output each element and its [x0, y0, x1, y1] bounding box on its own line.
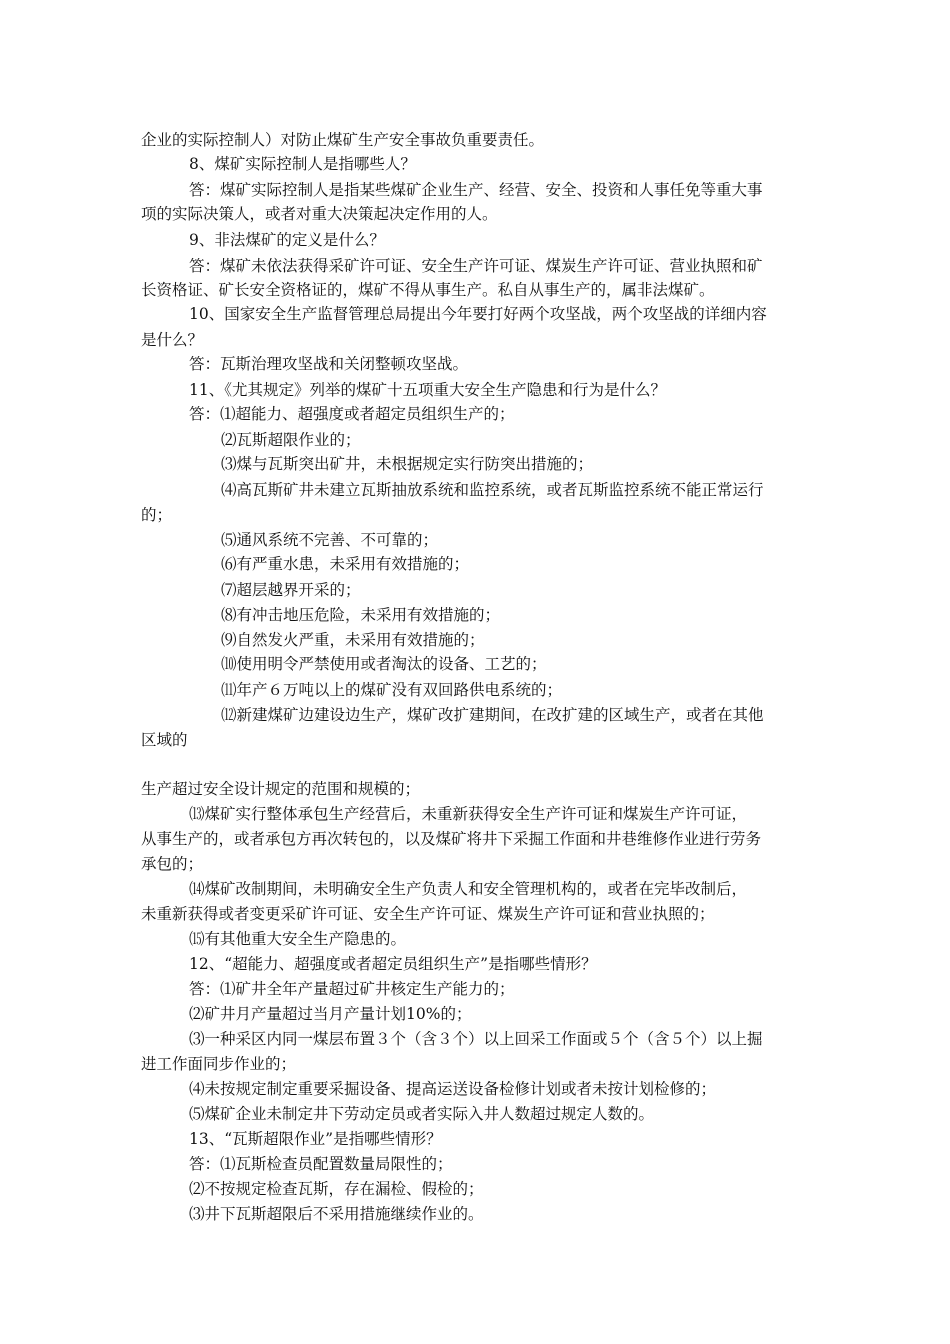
text-line: 未重新获得或者变更采矿许可证、安全生产许可证、煤炭生产许可证和营业执照的；	[141, 905, 715, 923]
list-item: ⒁煤矿改制期间，未明确安全生产负责人和安全管理机构的，或者在完毕改制后，	[189, 880, 748, 898]
text-line: 生产超过安全设计规定的范围和规模的；	[141, 780, 421, 798]
list-item: ⒀煤矿实行整体承包生产经营后，未重新获得安全生产许可证和煤炭生产许可证，	[189, 805, 748, 823]
list-item: ⒂有其他重大安全生产隐患的。	[189, 930, 407, 948]
list-item: ⑶煤与瓦斯突出矿井，未根据规定实行防突出措施的；	[221, 455, 594, 473]
list-item: ⑺超层越界开采的；	[221, 581, 361, 599]
list-item: ⑽使用明令严禁使用或者淘汰的设备、工艺的；	[221, 655, 547, 673]
text-line: 从事生产的，或者承包方再次转包的，以及煤矿将井下采掘工作面和井巷维修作业进行劳务	[141, 830, 762, 848]
question-12: 12、“超能力、超强度或者超定员组织生产”是指哪些情形？	[189, 955, 597, 973]
text-line: 进工作面同步作业的；	[141, 1055, 297, 1073]
list-item: ⑶一种采区内同一煤层布置３个（含３个）以上回采工作面或５个（含５个）以上掘	[189, 1030, 763, 1048]
text-line: 是什么？	[141, 331, 204, 349]
text-line: 区域的	[141, 731, 188, 749]
list-item: ⑶井下瓦斯超限后不采用措施继续作业的。	[189, 1205, 484, 1223]
answer-12: 答：⑴矿井全年产量超过矿井核定生产能力的；	[189, 980, 515, 998]
answer-11: 答：⑴超能力、超强度或者超定员组织生产的；	[189, 405, 515, 423]
list-item: ⑷未按规定制定重要采掘设备、提高运送设备检修计划或者未按计划检修的；	[189, 1080, 717, 1098]
text-line: 项的实际决策人，或者对重大决策起决定作用的人。	[141, 205, 498, 223]
question-11: 11、《尤其规定》列举的煤矿十五项重大安全生产隐患和行为是什么？	[189, 381, 666, 399]
answer-8: 答：煤矿实际控制人是指某些煤矿企业生产、经营、安全、投资和人事任免等重大事	[189, 181, 763, 199]
question-13: 13、“瓦斯超限作业”是指哪些情形？	[189, 1130, 442, 1148]
question-10: 10、国家安全生产监督管理总局提出今年要打好两个攻坚战，两个攻坚战的详细内容	[189, 305, 767, 323]
question-8: 8、煤矿实际控制人是指哪些人？	[189, 155, 416, 173]
list-item: ⑼自然发火严重，未采用有效措施的；	[221, 631, 485, 649]
answer-9: 答：煤矿未依法获得采矿许可证、安全生产许可证、煤炭生产许可证、营业执照和矿	[189, 257, 763, 275]
answer-10: 答：瓦斯治理攻坚战和关闭整顿攻坚战。	[189, 355, 469, 373]
list-item: ⑷高瓦斯矿井未建立瓦斯抽放系统和监控系统，或者瓦斯监控系统不能正常运行	[221, 481, 764, 499]
list-item: ⑹有严重水患，未采用有效措施的；	[221, 555, 470, 573]
list-item: ⑿新建煤矿边建设边生产，煤矿改扩建期间，在改扩建的区域生产，或者在其他	[221, 706, 764, 724]
text-line: 承包的；	[141, 855, 204, 873]
list-item: ⑸通风系统不完善、不可靠的；	[221, 531, 439, 549]
list-item: ⑸煤矿企业未制定井下劳动定员或者实际入井人数超过规定人数的。	[189, 1105, 655, 1123]
question-9: 9、非法煤矿的定义是什么？	[189, 231, 385, 249]
list-item: ⑻有冲击地压危险，未采用有效措施的；	[221, 606, 501, 624]
answer-13: 答：⑴瓦斯检查员配置数量局限性的；	[189, 1155, 453, 1173]
list-item: ⑵瓦斯超限作业的；	[221, 431, 361, 449]
list-item: ⑵不按规定检查瓦斯，存在漏检、假检的；	[189, 1180, 484, 1198]
list-item: ⑵矿井月产量超过当月产量计划10%的；	[189, 1005, 472, 1023]
text-line: 的；	[141, 506, 173, 524]
text-line: 企业的实际控制人）对防止煤矿生产安全事故负重要责任。	[141, 131, 545, 149]
list-item: ⑾年产６万吨以上的煤矿没有双回路供电系统的；	[221, 681, 563, 699]
text-line: 长资格证、矿长安全资格证的，煤矿不得从事生产。私自从事生产的，属非法煤矿。	[141, 281, 715, 299]
